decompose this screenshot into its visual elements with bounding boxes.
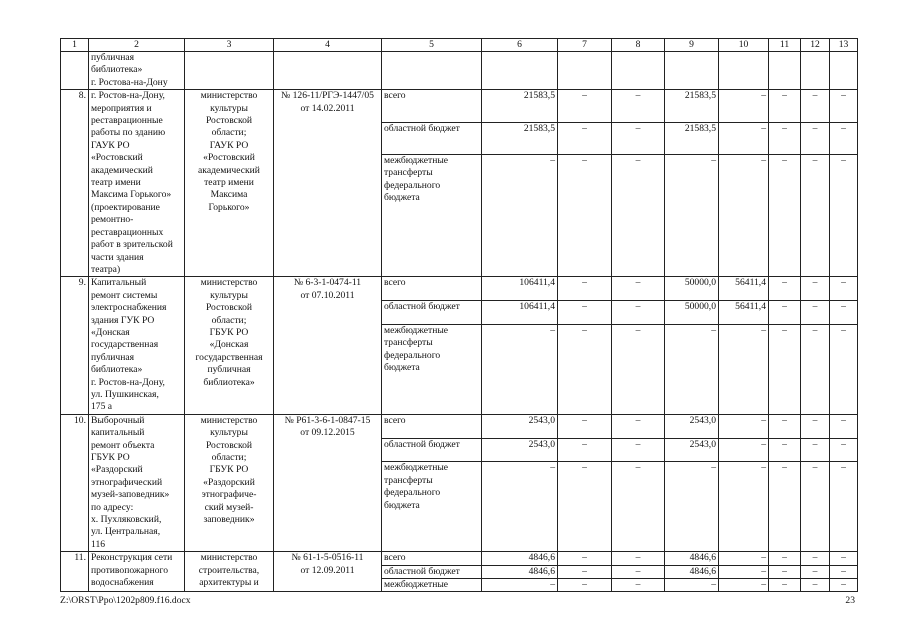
amount-cell: – [801, 414, 830, 438]
column-number: 7 [558, 39, 612, 52]
empty-cell [612, 52, 665, 90]
row-number: 8. [61, 90, 89, 277]
amount-cell: – [769, 552, 801, 565]
expertise-document: № 6-3-1-0474-11 от 07.10.2011 [274, 277, 382, 414]
amount-cell: – [830, 462, 858, 552]
empty-cell [801, 52, 830, 90]
column-number: 3 [185, 39, 274, 52]
empty-cell [769, 52, 801, 90]
amount-cell: – [665, 324, 719, 414]
amount-cell: – [769, 579, 801, 592]
funding-source: всего [382, 277, 482, 301]
row-description: Реконструкция сети противопожарного водоснабжения [89, 552, 185, 592]
funding-source: межбюджетные [382, 579, 482, 592]
column-number: 2 [89, 39, 185, 52]
amount-cell: – [482, 462, 558, 552]
expertise-document: № Р61-3-6-1-0847-15 от 09.12.2015 [274, 414, 382, 551]
row-number: 11. [61, 552, 89, 592]
amount-cell: – [558, 301, 612, 325]
amount-cell: 21583,5 [665, 122, 719, 154]
amount-cell: – [665, 579, 719, 592]
amount-cell: 106411,4 [482, 301, 558, 325]
amount-cell: – [719, 552, 769, 565]
amount-cell: – [830, 277, 858, 301]
amount-cell: 106411,4 [482, 277, 558, 301]
table-row [61, 552, 858, 565]
column-number: 11 [769, 39, 801, 52]
responsible-org: министерство строительства, архитектуры и [185, 552, 274, 592]
funding-source: областной бюджет [382, 122, 482, 154]
amount-cell: – [558, 438, 612, 462]
amount-cell: – [769, 122, 801, 154]
budget-table [60, 38, 858, 592]
amount-cell: – [612, 552, 665, 565]
empty-cell [185, 52, 274, 90]
amount-cell: 4846,6 [665, 565, 719, 578]
column-number: 1 [61, 39, 89, 52]
row-description: Выборочный капитальный ремонт объекта ГБУК РО «Раздорский этнографический музей-заповедник» по адресу: х. Пухляковский, ул. Центральная, 116 [89, 414, 185, 551]
amount-cell: – [769, 301, 801, 325]
column-number-row [61, 39, 858, 52]
amount-cell: – [482, 324, 558, 414]
amount-cell: – [665, 462, 719, 552]
amount-cell: – [801, 301, 830, 325]
amount-cell: – [769, 324, 801, 414]
amount-cell: – [558, 565, 612, 578]
amount-cell: – [558, 552, 612, 565]
amount-cell: – [558, 414, 612, 438]
amount-cell: 4846,6 [482, 565, 558, 578]
amount-cell: – [558, 90, 612, 122]
funding-source: всего [382, 90, 482, 122]
amount-cell: – [558, 579, 612, 592]
responsible-org: министерство культуры Ростовской области; ГАУК РО «Ростовский академический театр имени Максима Горького» [185, 90, 274, 277]
funding-source: межбюджетные трансферты федерального бюджета [382, 154, 482, 276]
column-number: 9 [665, 39, 719, 52]
amount-cell: – [612, 277, 665, 301]
expertise-document: № 126-11/РГЭ-1447/05 от 14.02.2011 [274, 90, 382, 277]
amount-cell: – [801, 154, 830, 276]
table-row [61, 277, 858, 301]
empty-cell [274, 52, 382, 90]
amount-cell: – [612, 301, 665, 325]
column-number: 5 [382, 39, 482, 52]
empty-cell [719, 52, 769, 90]
amount-cell: – [830, 301, 858, 325]
amount-cell: – [482, 154, 558, 276]
amount-cell: – [612, 565, 665, 578]
amount-cell: – [719, 122, 769, 154]
amount-cell: – [719, 579, 769, 592]
amount-cell: – [830, 324, 858, 414]
amount-cell: – [719, 324, 769, 414]
empty-cell [482, 52, 558, 90]
amount-cell: – [830, 438, 858, 462]
amount-cell: 2543,0 [665, 414, 719, 438]
expertise-document: № 61-1-5-0516-11 от 12.09.2011 [274, 552, 382, 592]
funding-source: областной бюджет [382, 438, 482, 462]
empty-cell [830, 52, 858, 90]
row-description: г. Ростов-на-Дону, мероприятия и реставрационные работы по зданию ГАУК РО «Ростовский академический театр имени Максима Горького» (проектирование ремонтно- реставрационных работ в зрительской части здания театра) [89, 90, 185, 277]
amount-cell: – [612, 154, 665, 276]
amount-cell: – [558, 122, 612, 154]
row-description: Капитальный ремонт системы электроснабжения здания ГУК РО «Донская государственная публичная библиотека» г. Ростов-на-Дону, ул. Пушкинская, 175 а [89, 277, 185, 414]
amount-cell: 21583,5 [665, 90, 719, 122]
amount-cell: – [558, 324, 612, 414]
amount-cell: – [612, 438, 665, 462]
row-number: 10. [61, 414, 89, 551]
funding-source: всего [382, 552, 482, 565]
amount-cell: – [558, 277, 612, 301]
amount-cell: 21583,5 [482, 122, 558, 154]
amount-cell: – [801, 122, 830, 154]
amount-cell: – [801, 438, 830, 462]
amount-cell: – [612, 462, 665, 552]
amount-cell: 4846,6 [665, 552, 719, 565]
column-number: 4 [274, 39, 382, 52]
amount-cell: – [612, 579, 665, 592]
empty-cell [665, 52, 719, 90]
amount-cell: – [830, 122, 858, 154]
amount-cell: – [830, 579, 858, 592]
amount-cell: 56411,4 [719, 277, 769, 301]
amount-cell: – [719, 90, 769, 122]
amount-cell: – [801, 579, 830, 592]
amount-cell: – [719, 438, 769, 462]
column-number: 12 [801, 39, 830, 52]
amount-cell: 50000,0 [665, 277, 719, 301]
page-number: 23 [845, 595, 855, 607]
amount-cell: – [719, 414, 769, 438]
amount-cell: – [719, 462, 769, 552]
amount-cell: – [801, 552, 830, 565]
empty-cell [382, 52, 482, 90]
amount-cell: – [558, 154, 612, 276]
funding-source: межбюджетные трансферты федерального бюджета [382, 462, 482, 552]
empty-cell [558, 52, 612, 90]
amount-cell: 2543,0 [482, 438, 558, 462]
funding-source: областной бюджет [382, 301, 482, 325]
amount-cell: – [830, 565, 858, 578]
amount-cell: 50000,0 [665, 301, 719, 325]
amount-cell: – [769, 414, 801, 438]
amount-cell: – [769, 438, 801, 462]
amount-cell: – [830, 552, 858, 565]
amount-cell: – [665, 154, 719, 276]
amount-cell: – [612, 414, 665, 438]
row-number [61, 52, 89, 90]
row-number: 9. [61, 277, 89, 414]
amount-cell: – [801, 277, 830, 301]
amount-cell: – [769, 277, 801, 301]
amount-cell: 2543,0 [482, 414, 558, 438]
amount-cell: – [830, 90, 858, 122]
document-page [60, 38, 857, 606]
amount-cell: 4846,6 [482, 552, 558, 565]
amount-cell: – [612, 122, 665, 154]
column-number: 10 [719, 39, 769, 52]
amount-cell: – [769, 154, 801, 276]
page-footer [60, 595, 857, 606]
responsible-org: министерство культуры Ростовской области; ГБУК РО «Донская государственная публичная библиотека» [185, 277, 274, 414]
row-description: публичная библиотека» г. Ростова-на-Дону [89, 52, 185, 90]
amount-cell: – [719, 565, 769, 578]
amount-cell: – [801, 565, 830, 578]
amount-cell: – [830, 154, 858, 276]
amount-cell: – [482, 579, 558, 592]
amount-cell: 21583,5 [482, 90, 558, 122]
column-number: 13 [830, 39, 858, 52]
responsible-org: министерство культуры Ростовской области; ГБУК РО «Раздорский этнографиче- ский музей- заповедник» [185, 414, 274, 551]
column-number: 8 [612, 39, 665, 52]
table-row [61, 90, 858, 122]
amount-cell: – [801, 90, 830, 122]
file-path: Z:\ORST\Ppo\1202p809.f16.docx [60, 595, 191, 607]
table-row [61, 52, 858, 90]
table-row [61, 414, 858, 438]
column-number: 6 [482, 39, 558, 52]
amount-cell: – [612, 90, 665, 122]
funding-source: областной бюджет [382, 565, 482, 578]
amount-cell: – [558, 462, 612, 552]
amount-cell: – [769, 565, 801, 578]
amount-cell: – [769, 462, 801, 552]
amount-cell: – [830, 414, 858, 438]
amount-cell: 56411,4 [719, 301, 769, 325]
funding-source: всего [382, 414, 482, 438]
amount-cell: 2543,0 [665, 438, 719, 462]
amount-cell: – [801, 324, 830, 414]
amount-cell: – [769, 90, 801, 122]
amount-cell: – [612, 324, 665, 414]
amount-cell: – [719, 154, 769, 276]
funding-source: межбюджетные трансферты федерального бюджета [382, 324, 482, 414]
amount-cell: – [801, 462, 830, 552]
